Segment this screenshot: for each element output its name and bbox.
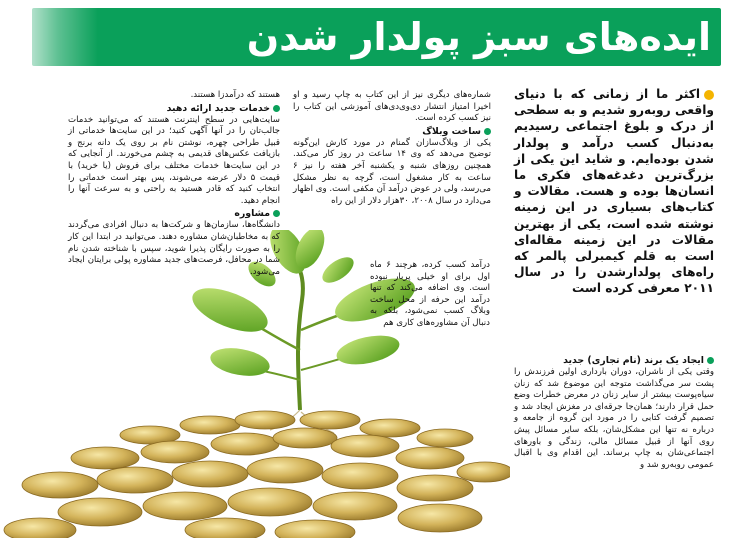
- article-headline: ایده‌های سبز پولدار شدن: [246, 15, 711, 59]
- bullet-icon: [707, 357, 714, 364]
- section-heading: [68, 102, 280, 115]
- section-heading: [68, 207, 280, 220]
- section-heading: [514, 354, 714, 367]
- bullet-icon: [484, 128, 491, 135]
- lead-paragraph: [514, 86, 714, 297]
- bullet-icon: [273, 210, 280, 217]
- section-body: وقتی یکی از ناشران، دوران بارداری اولین فرزندش را پشت سر می‌گذاشت متوجه این موضوع شد که زنان سیاه‌پوست بیشتر از سایر زنان در معرض خطرات وضع حمل قرار دارند؛ همان‌جا جرقه‌ای در مغزش ایجاد شد و تصمیم گرفت کتابی را در مورد این گروه از جامعه و درباره نه تنها این مشکل‌شان، بلکه سایر مسائل پیش روی آنها از قبیل مسائل مالی، زندگی و باورهای اجتماعی‌شان به چاپ برساند. این اقدام وی با اقبال عمومی روبه‌رو شد و: [514, 367, 714, 470]
- column-left: [68, 90, 280, 278]
- section-heading-text: خدمات جدید ارائه دهید: [166, 102, 270, 114]
- section-heading-text: ایجاد یک برند (نام تجاری) جدید: [563, 355, 704, 366]
- section-body: یکی از وبلاگ‌سازان گمنام در مورد کارش این‌گونه توضیح می‌دهد که وی ۱۴ ساعت در روز کار می‌کند. همچنین روزهای شنبه و یکشنبه آخر هفته را نیز ۶ ساعت به کار مشغول است، گرچه به نظر مشکل می‌رسد، ولی در عوض درآمد آن مکفی است. وی اظهار می‌دارد در سال ۲۰۰۸، ۳۰هزار دلار از این راه: [293, 137, 491, 206]
- section-new-brand: [514, 354, 714, 471]
- header-band: [0, 0, 731, 72]
- lead-marker-icon: [704, 90, 714, 100]
- column-intro: شماره‌های دیگری نیز از این کتاب به چاپ رسید و او اخیرا امتیاز انتشار دی‌وی‌دی‌های آموزشی این کتاب را نیز کسب کرده است.: [293, 90, 491, 124]
- section-heading-text: ساخت وبلاگ: [422, 125, 481, 137]
- section-body: دانشگاه‌ها، سازمان‌ها و شرکت‌ها به دنبال افرادی می‌گردند که به مخاطبان‌شان مشاوره دهند. می‌توانید در ابتدا این کار را به صورت رایگان پذیرا شوید، سپس با شناخته شدن نام شما در محافل، فرصت‌های جدید مشاوره پولی برایتان ایجاد می‌شود.: [68, 220, 280, 277]
- section-heading: [293, 125, 491, 138]
- bullet-icon: [273, 105, 280, 112]
- column-middle: [293, 90, 491, 207]
- section-heading-text: مشاوره: [234, 208, 270, 220]
- section-body-continued: درآمد کسب کرده، هرچند ۶ ماه اول برای او خیلی پربار نبوده است. وی اضافه می‌کند که تنها درآمد این حرفه از محل ساخت وبلاگ کسب نمی‌شود، بلکه به دنبال آن مشاوره‌های کاری هم: [370, 260, 490, 328]
- column-intro: هستند که درآمدزا هستند.: [190, 90, 280, 100]
- header-left-fade: [8, 8, 98, 66]
- lead-text: اکثر ما از زمانی که با دنیای واقعی روبه‌رو شدیم و به سطحی از درک و بلوغ اجتماعی رسیدیم به‌دنبال کسب درآمد و پولدار شدن بوده‌ایم. و شاید این یکی از بزرگ‌ترین دغدغه‌های فکری ما انسان‌ها بوده و هست. مقالات و کتاب‌های بسیاری در این زمینه نوشته شده است، یکی از بهترین مقالات در این زمینه مقاله‌ای است به قلم کیمبرلی پالمر که راه‌های پولدارشدن را در سال ۲۰۱۱ معرفی کرده است: [514, 87, 714, 296]
- section-body: سایت‌هایی در سطح اینترنت هستند که می‌توانید خدمات جالب‌تان را در آنها آگهی کنید؛ در این سایت‌ها خدماتی از قبیل طراحی چهره، نوشتن نام بر روی یک دانه برنج و بازیافت عکس‌های قدیمی به چشم می‌خورند. از آنجایی که در این سایت‌ها خدمات مختلف برای فروش (یا خرید) با قیمت ۵ دلار عرضه می‌شوند، پس بهتر است خدماتی را انتخاب کنید که قادر هستید به راحتی و به سرعت آنها را انجام دهید.: [68, 114, 280, 206]
